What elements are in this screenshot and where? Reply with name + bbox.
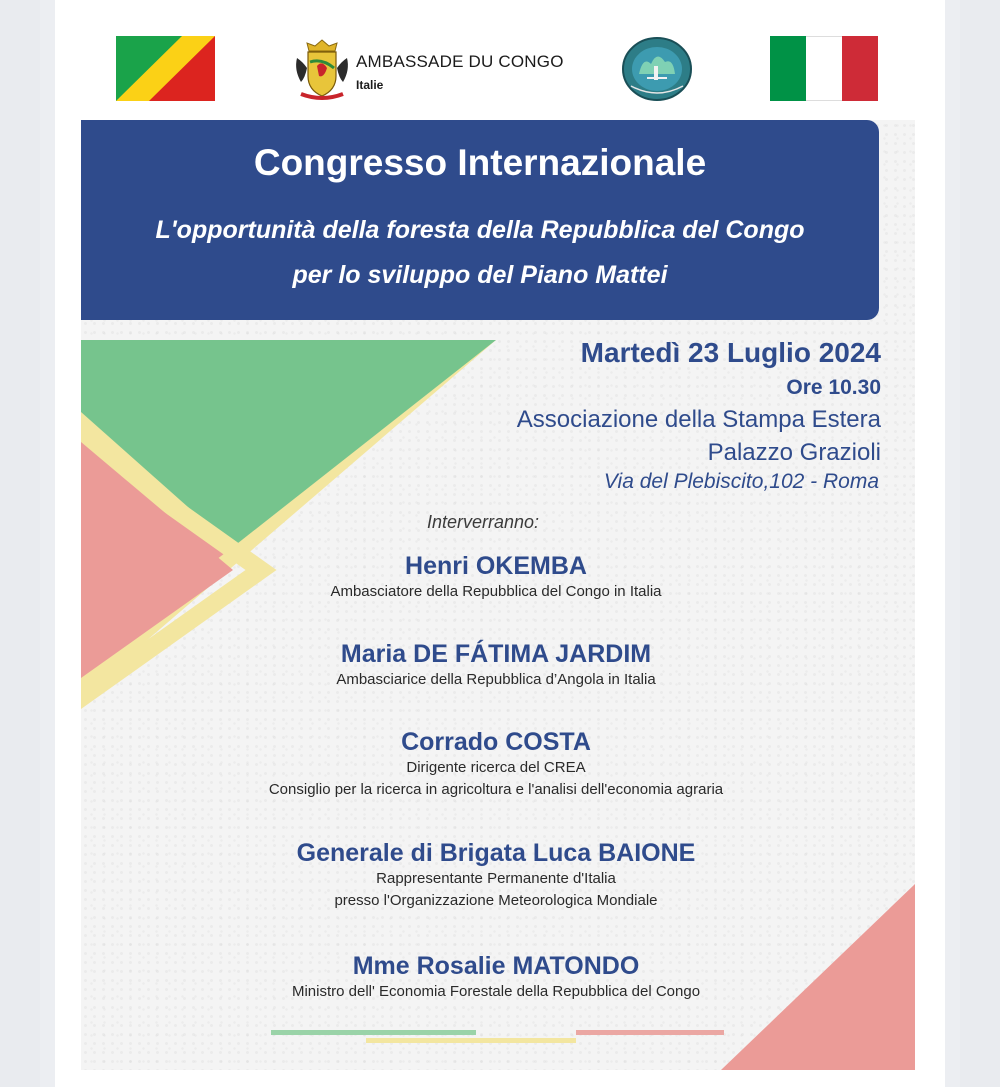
congress-subtitle: [81, 208, 879, 298]
decorative-line-yellow: [366, 1038, 576, 1043]
speaker-role: presso l'Organizzazione Meteorologica Mondiale: [334, 892, 658, 909]
decorative-line-green: [271, 1030, 476, 1035]
speaker-name: Corrado COSTA: [401, 728, 591, 756]
decorative-line-pink: [576, 1030, 724, 1035]
event-poster: [81, 22, 915, 1070]
event-address: Via del Plebiscito,102 - Roma: [603, 470, 879, 493]
speaker-role: Consiglio per la ricerca in agricoltura e l'analisi dell'economia agraria: [268, 781, 724, 798]
speaker-role: Ambasciarice della Repubblica d’Angola in Italia: [336, 671, 656, 688]
event-date: Martedì 23 Luglio 2024: [580, 337, 881, 368]
title-banner: [81, 120, 879, 320]
subtitle-line-1: L'opportunità della foresta della Repubblica del Congo: [155, 216, 805, 244]
congress-title: Congresso Internazionale: [253, 142, 707, 183]
speaker-role: Ministro dell' Economia Forestale della Repubblica del Congo: [291, 983, 701, 1000]
page-margin-right: [960, 0, 1000, 1087]
speaker-name: Henri OKEMBA: [405, 552, 587, 580]
speaker-name: Maria DE FÁTIMA JARDIM: [340, 640, 652, 668]
event-time: Ore 10.30: [786, 376, 881, 399]
speaker-item: [171, 839, 821, 912]
speakers-heading: Interverranno:: [427, 512, 540, 532]
embassy-title: AMBASSADE DU CONGO: [356, 52, 564, 71]
speaker-item: [171, 728, 821, 801]
speaker-role: Ambasciatore della Repubblica del Congo in Italia: [330, 583, 662, 600]
speaker-item: [171, 640, 821, 691]
subtitle-line-2: per lo sviluppo del Piano Mattei: [292, 261, 668, 289]
speaker-role: Rappresentante Permanente d'Italia: [376, 870, 616, 887]
speaker-role: Dirigente ricerca del CREA: [406, 759, 586, 776]
page-margin-left: [0, 0, 40, 1087]
event-venue-building: Palazzo Grazioli: [707, 439, 881, 466]
event-venue: Associazione della Stampa Estera: [516, 406, 881, 433]
speaker-item: [171, 952, 821, 1003]
speaker-name: Mme Rosalie MATONDO: [352, 952, 640, 980]
embassy-subtitle: Italie: [356, 78, 384, 92]
speaker-name: Generale di Brigata Luca BAIONE: [296, 839, 696, 867]
speaker-item: [171, 552, 821, 603]
